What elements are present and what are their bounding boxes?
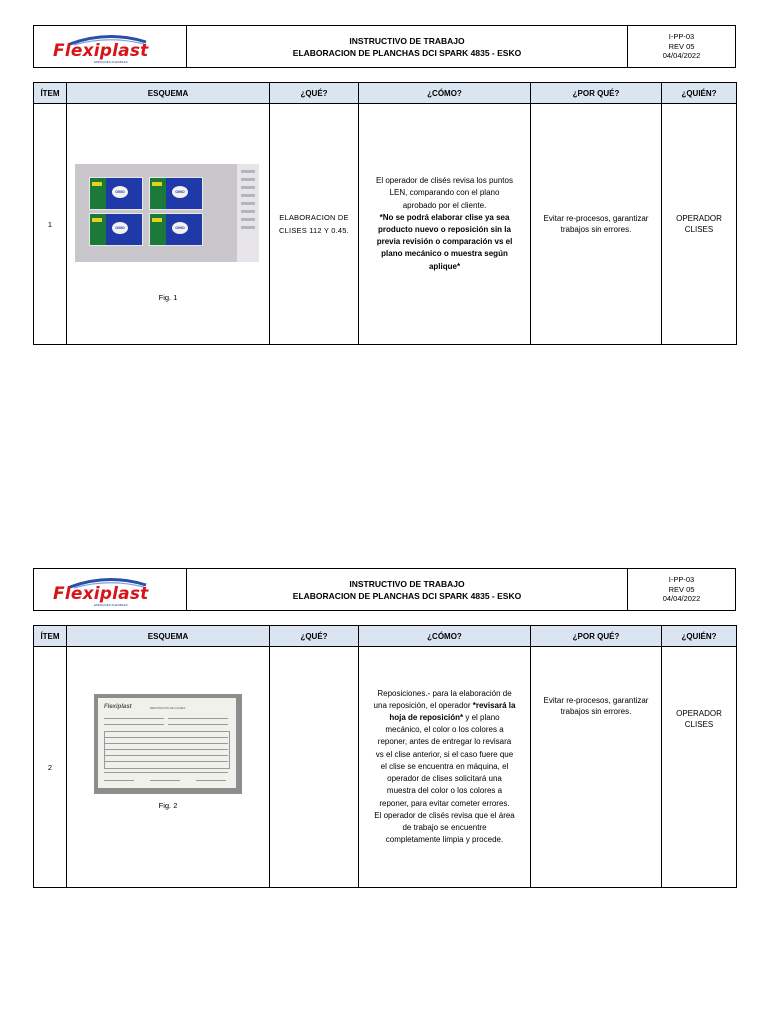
quien-cell bbox=[662, 104, 737, 345]
item-number: 1 bbox=[34, 104, 67, 345]
title-line-1: INSTRUCTIVO DE TRABAJO bbox=[349, 35, 465, 46]
document-revision: REV 05 bbox=[668, 41, 695, 51]
como-line: muestra del color o los colores a bbox=[386, 786, 503, 796]
como-text bbox=[359, 688, 530, 847]
como-line: Reposiciones.- para la elaboración de bbox=[377, 688, 512, 698]
por-que-cell bbox=[531, 647, 662, 888]
table-row bbox=[34, 104, 737, 345]
como-line: El operador de clisés revisa los puntos bbox=[376, 176, 513, 186]
logo-text: Flexiplast bbox=[53, 41, 149, 61]
como-cell bbox=[359, 104, 531, 345]
document-title bbox=[187, 26, 628, 67]
col-header-por-que: ¿POR QUÉ? bbox=[531, 83, 662, 104]
quien-text: OPERADOR CLISES bbox=[676, 214, 722, 234]
document-date: 04/04/2022 bbox=[662, 594, 701, 604]
como-line-bold: previa revisión o comparación vs el bbox=[376, 237, 513, 247]
como-line-part: una reposición, el operador bbox=[373, 700, 473, 710]
table-header-row bbox=[34, 83, 737, 104]
como-line: mecánico, el color o los colores a bbox=[385, 725, 504, 735]
que-cell bbox=[270, 647, 359, 888]
col-header-esquema: ESQUEMA bbox=[67, 626, 270, 647]
como-line: completamente limpia y procede. bbox=[385, 835, 504, 845]
document-header bbox=[33, 25, 736, 68]
document-meta bbox=[628, 569, 735, 610]
como-line-part: y el plano bbox=[463, 713, 500, 723]
document-header bbox=[33, 568, 736, 611]
figure-doc-title: REPOSICION DE CLISES bbox=[150, 706, 186, 710]
col-header-como: ¿CÓMO? bbox=[359, 626, 531, 647]
como-line: reponer, antes de entregar lo revisara bbox=[377, 737, 512, 747]
figure-caption: Fig. 1 bbox=[158, 293, 178, 302]
como-cell bbox=[359, 647, 531, 888]
como-line-bold: plano mecánico o muestra según bbox=[381, 249, 508, 259]
como-line: vs el clise anterior, si el caso fuere que bbox=[375, 749, 514, 759]
figure-2-image bbox=[94, 694, 242, 794]
col-header-esquema: ESQUEMA bbox=[67, 83, 270, 104]
como-line-bold-part: hoja de reposición* bbox=[389, 713, 464, 723]
title-line-1: INSTRUCTIVO DE TRABAJO bbox=[349, 578, 465, 589]
col-header-item: ÍTEM bbox=[34, 83, 67, 104]
por-que-cell bbox=[531, 104, 662, 345]
como-line-mixed bbox=[365, 712, 524, 724]
como-line: LEN, comparando con el plano bbox=[389, 188, 500, 198]
quien-text: OPERADOR CLISES bbox=[676, 709, 722, 729]
como-line-bold-part: *revisará la bbox=[472, 700, 516, 710]
que-text: ELABORACION DE CLISES 112 Y 0.45. bbox=[279, 213, 349, 235]
como-line: operador de clises solicitará una bbox=[387, 774, 502, 784]
col-header-quien: ¿QUIÉN? bbox=[662, 83, 737, 104]
document-code: I-PP-03 bbox=[668, 32, 695, 42]
quien-cell bbox=[662, 647, 737, 888]
como-line: reponer, para evitar cometer errores. bbox=[379, 798, 510, 808]
como-text bbox=[359, 175, 530, 273]
document-revision: REV 05 bbox=[668, 584, 695, 594]
como-line: el clise se encuentra en máquina, el bbox=[380, 761, 509, 771]
document-title bbox=[187, 569, 628, 610]
item-number: 2 bbox=[34, 647, 67, 888]
col-header-como: ¿CÓMO? bbox=[359, 83, 531, 104]
table-header-row bbox=[34, 626, 737, 647]
logo-subtext: EMPAQUES FLEXIBLES bbox=[94, 60, 128, 64]
figure-doc-logo: Flexiplast bbox=[104, 704, 132, 710]
company-logo bbox=[34, 569, 187, 610]
instruction-page-1 bbox=[33, 25, 736, 302]
title-line-2: ELABORACION DE PLANCHAS DCI SPARK 4835 - ESKO bbox=[292, 47, 522, 58]
figure-caption: Fig. 2 bbox=[158, 801, 178, 810]
esquema-cell bbox=[67, 647, 270, 888]
table-row bbox=[34, 647, 737, 888]
title-line-2: ELABORACION DE PLANCHAS DCI SPARK 4835 - ESKO bbox=[292, 590, 522, 601]
col-header-por-que: ¿POR QUÉ? bbox=[531, 626, 662, 647]
figure-1-image: OMO OMO OMO OMO bbox=[75, 164, 259, 262]
como-line: de trabajo se encuentre bbox=[402, 822, 487, 832]
logo-text: Flexiplast bbox=[53, 584, 149, 604]
por-que-text: Evitar re-procesos, garantizar trabajos sin errores. bbox=[543, 696, 649, 716]
como-line-bold: *No se podrá elaborar clise ya sea bbox=[379, 212, 510, 222]
col-header-que: ¿QUÉ? bbox=[270, 626, 359, 647]
document-code: I-PP-03 bbox=[668, 575, 695, 585]
col-header-item: ÍTEM bbox=[34, 626, 67, 647]
esquema-cell bbox=[67, 104, 270, 345]
como-line: El operador de clisés revisa que el área bbox=[374, 810, 515, 820]
como-line: aprobado por el cliente. bbox=[402, 200, 487, 210]
company-logo bbox=[34, 26, 187, 67]
instruction-page-2 bbox=[33, 568, 736, 845]
instruction-table bbox=[33, 82, 737, 345]
que-cell bbox=[270, 104, 359, 345]
document-date: 04/04/2022 bbox=[662, 51, 701, 61]
col-header-que: ¿QUÉ? bbox=[270, 83, 359, 104]
como-line-mixed bbox=[365, 700, 524, 712]
como-line-bold: producto nuevo o reposición sin la bbox=[378, 225, 511, 234]
logo-subtext: EMPAQUES FLEXIBLES bbox=[94, 603, 128, 607]
instruction-table bbox=[33, 625, 737, 888]
como-line-bold: aplique* bbox=[428, 261, 461, 271]
por-que-text: Evitar re-procesos, garantizar trabajos sin errores. bbox=[543, 214, 649, 234]
col-header-quien: ¿QUIÉN? bbox=[662, 626, 737, 647]
document-meta bbox=[628, 26, 735, 67]
